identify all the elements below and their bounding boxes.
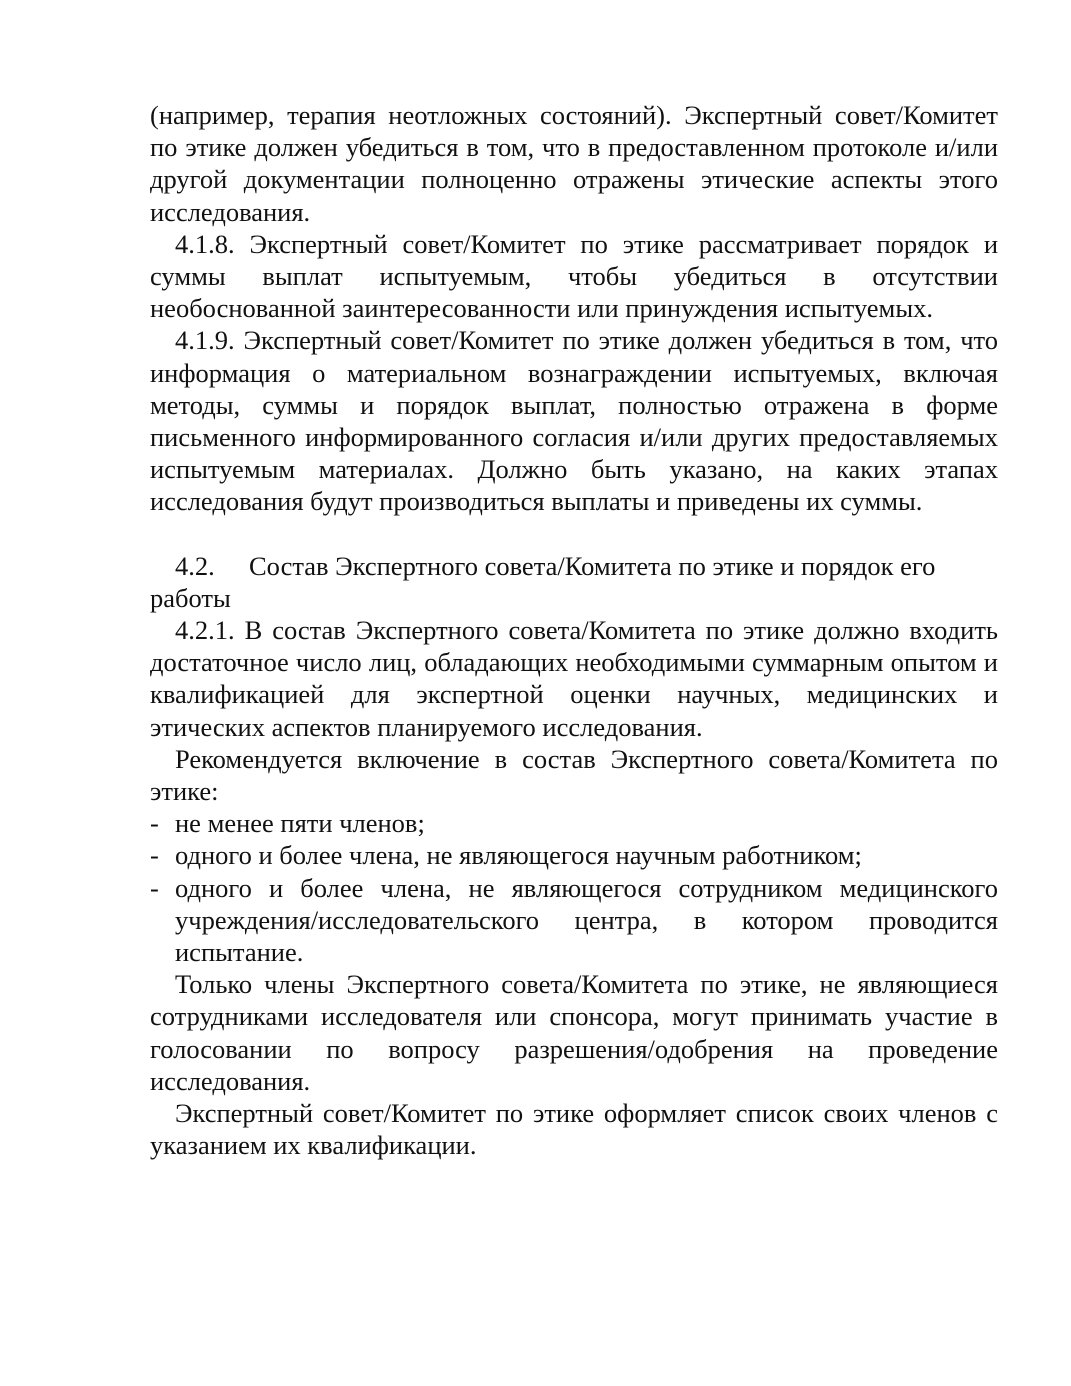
member-requirements-list — [150, 807, 998, 968]
list-item-text: одного и более члена, не являющегося научным работником; — [175, 840, 862, 871]
section-heading-4-2 — [150, 550, 998, 614]
list-item-text: не менее пяти членов; — [175, 808, 425, 839]
paragraph-continuation: (например, терапия неотложных состояний). Экспертный совет/Комитет по этике должен убедиться в том, что в предоставленном протоколе и/или другой документации полноценно отражены этические аспекты этого исследования. — [150, 100, 998, 227]
list-item — [150, 807, 998, 839]
list-item-text: одного и более члена, не являющегося сотрудником медицинского учреждения/исследовательского центра, в котором проводится испытание. — [175, 872, 998, 968]
section-title: Состав Экспертного совета/Комитета по этике и порядок его работы — [150, 550, 936, 613]
list-item — [150, 839, 998, 871]
paragraph-4-1-8: 4.1.8. Экспертный совет/Комитет по этике рассматривает порядок и суммы выплат испытуемым, чтобы убедиться в отсутствии необоснованной заинтересованности или принуждения испытуемых. — [150, 228, 998, 324]
paragraph-4-1-9: 4.1.9. Экспертный совет/Комитет по этике должен убедиться в том, что информация о материальном вознаграждении испытуемых, включая методы, суммы и порядок выплат, полностью отражена в форме письменного информированного согласия и/или других предоставляемых испытуемым материалах. Должно быть указано, на каких этапах исследования будут производиться выплаты и приведены их суммы. — [150, 325, 998, 517]
section-number: 4.2. — [175, 550, 215, 581]
document-page — [150, 99, 998, 1162]
paragraph-member-list: Экспертный совет/Комитет по этике оформляет список своих членов с указанием их квалификации. — [150, 1098, 998, 1161]
list-item — [150, 872, 998, 969]
dash-marker: - — [150, 808, 159, 839]
paragraph-voting-members: Только члены Экспертного совета/Комитета по этике, не являющиеся сотрудниками исследователя или спонсора, могут принимать участие в голосовании по вопросу разрешения/одобрения на проведение исследования. — [150, 969, 998, 1096]
dash-marker: - — [150, 872, 159, 903]
dash-marker: - — [150, 840, 159, 871]
blank-line — [150, 518, 998, 550]
paragraph-recommendation: Рекомендуется включение в состав Экспертного совета/Комитета по этике: — [150, 743, 998, 807]
paragraph-4-2-1: 4.2.1. В состав Экспертного совета/Комитета по этике должно входить достаточное число лиц, обладающих необходимыми суммарным опытом и квалификацией для экспертной оценки научных, медицинских и этических аспектов планируемого исследования. — [150, 615, 998, 742]
